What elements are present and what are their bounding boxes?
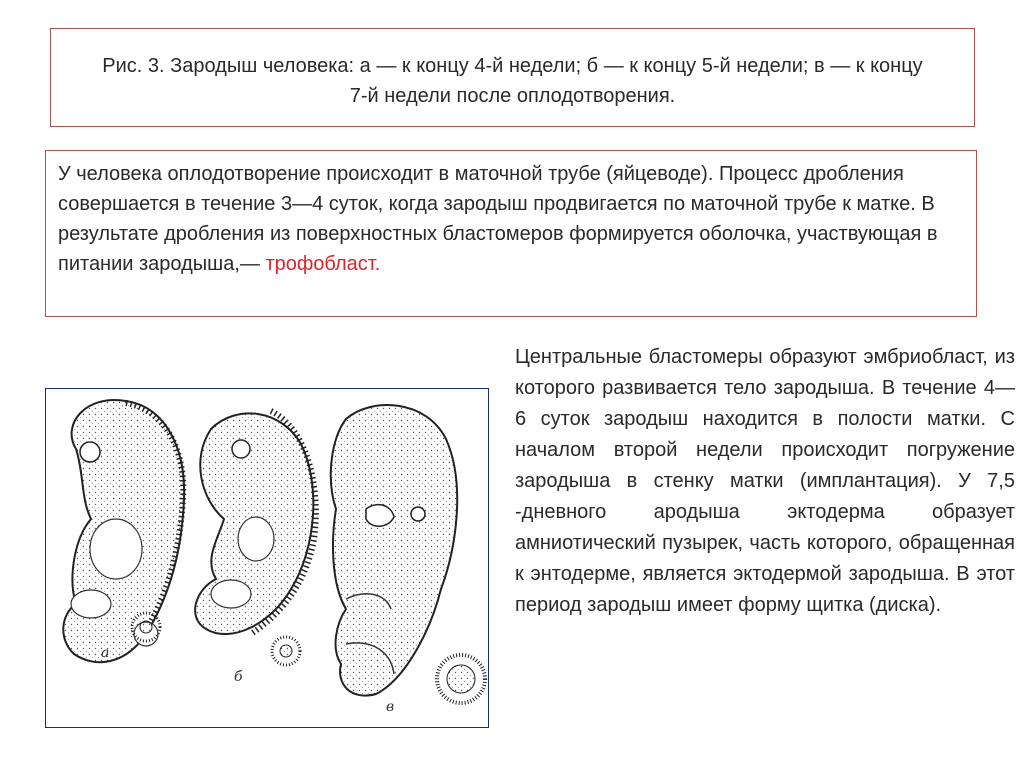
embryo-b-drawing bbox=[195, 411, 316, 634]
caption-box bbox=[50, 28, 975, 127]
figure-caption: Рис. 3. Зародыш человека: а — к концу 4-й недели; б — к концу 5-й недели; в — к концу 7-й недели после оплодотворения. bbox=[102, 55, 923, 107]
label-a: а bbox=[101, 645, 110, 661]
embryo-c-drawing bbox=[331, 405, 457, 696]
label-c: в bbox=[386, 699, 395, 715]
embryo-figure bbox=[45, 388, 489, 728]
intro-text: У человека оплодотворение происходит в маточной трубе (яйцеводе). Процесс дробления совершается в течение 3—4 суток, когда зародыш продвигается по маточной трубе к матке. В результате дробления из поверхностных бластомеров формируется оболочка, участвующая в питании зародыша,— bbox=[58, 163, 938, 275]
body-paragraph: Центральные бластомеры образуют эмбриобласт, из которого развивается тело зародыша. В течение 4—6 суток зародыш находится в полости матки. С началом второй недели происходит погружение зародыша в стенку матки (имплантация). У 7,5 -дневного ародыша эктодерма образует амниотический пузырек, часть которого, обращенная к энтодерме, является эктодермой зародыша. В этот период зародыш имеет форму щитка (диска). bbox=[515, 346, 1015, 616]
trophoblast-term: трофобласт. bbox=[265, 253, 381, 275]
embryo-a-drawing bbox=[63, 400, 184, 662]
sac-c-drawing bbox=[437, 655, 485, 703]
sac-b-drawing bbox=[272, 637, 300, 665]
label-b: б bbox=[234, 669, 243, 685]
embryo-illustration bbox=[46, 389, 490, 729]
intro-paragraph bbox=[58, 159, 956, 279]
intro-box bbox=[45, 150, 977, 317]
